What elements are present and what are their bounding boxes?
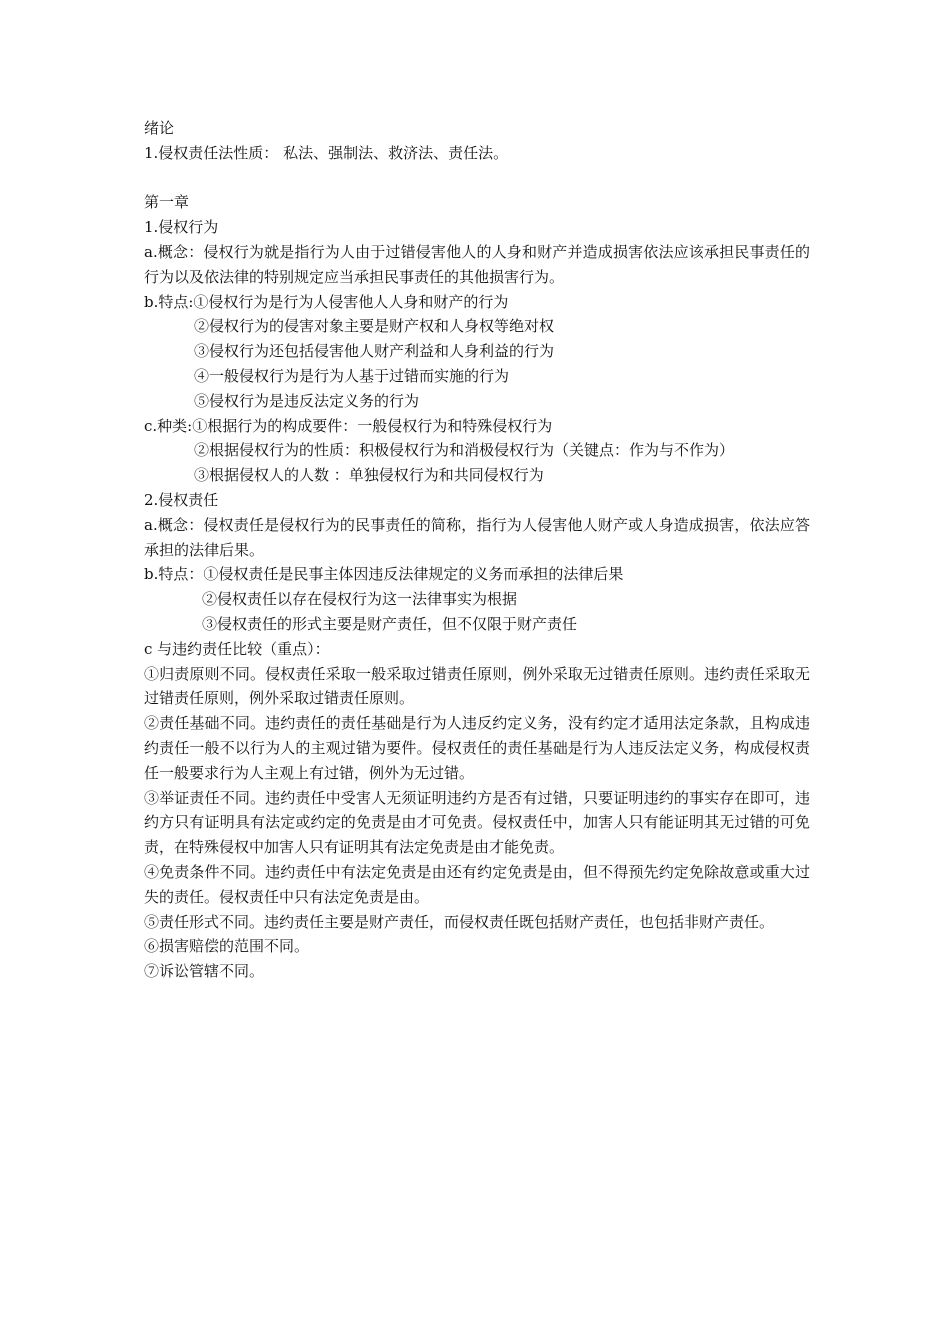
chapter-heading: 第一章 <box>144 193 190 212</box>
tort-act-feature: ②侵权行为的侵害对象主要是财产权和人身权等绝对权 <box>194 317 555 336</box>
comparison-item: ⑦诉讼管辖不同。 <box>144 962 265 981</box>
tort-liability-feature: ②侵权责任以存在侵权行为这一法律事实为根据 <box>202 590 518 609</box>
tort-act-feature: ③侵权行为还包括侵害他人财产利益和人身利益的行为 <box>194 342 555 361</box>
section-title-tort-liability: 2.侵权责任 <box>144 490 219 509</box>
tort-act-type: ②根据侵权行为的性质：积极侵权行为和消极侵权行为（关键点：作为与不作为） <box>194 441 735 460</box>
comparison-item: ⑥损害赔偿的范围不同。 <box>144 937 310 956</box>
tort-liability-concept: a.概念：侵权责任是侵权行为的民事责任的简称，指行为人侵害他人财产或人身造成损害，依法应答承担的法律后果。 <box>144 515 810 559</box>
tort-act-feature: ⑤侵权行为是违反法定义务的行为 <box>194 391 420 410</box>
document-body <box>144 116 810 984</box>
comparison-item: ④免责条件不同。违约责任中有法定免责是由还有约定免责是由，但不得预先约定免除故意或重大过失的责任。侵权责任中只有法定免责是由。 <box>144 862 810 906</box>
tort-liability-feature: b.特点：①侵权责任是民事主体因违反法律规定的义务而承担的法律后果 <box>144 565 624 584</box>
comparison-item: ⑤责任形式不同。违约责任主要是财产责任，而侵权责任既包括财产责任，也包括非财产责任。 <box>144 912 775 931</box>
comparison-heading: c 与违约责任比较（重点）： <box>144 639 330 658</box>
comparison-item: ①归责原则不同。侵权责任采取一般采取过错责任原则，例外采取无过错责任原则。违约责任采取无过错责任原则，例外采取过错责任原则。 <box>144 664 810 708</box>
section-title-tort-act: 1.侵权行为 <box>144 218 219 237</box>
intro-item: 1.侵权责任法性质： 私法、强制法、救济法、责任法。 <box>144 143 509 162</box>
blank-line <box>144 166 810 191</box>
intro-heading: 绪论 <box>144 119 175 137</box>
comparison-item: ②责任基础不同。违约责任的责任基础是行为人违反约定义务，没有约定才适用法定条款，且构成违约责任一般不以行为人的主观过错为要件。侵权责任的责任基础是行为人违反法定义务，构成侵权责任一般要求行为人主观上有过错，例外为无过错。 <box>144 714 810 782</box>
tort-act-type: ③根据侵权人的人数 ：单独侵权行为和共同侵权行为 <box>194 466 544 485</box>
tort-act-feature: b.特点:①侵权行为是行为人侵害他人人身和财产的行为 <box>144 292 509 311</box>
tort-act-feature: ④一般侵权行为是行为人基于过错而实施的行为 <box>194 366 510 385</box>
tort-liability-feature: ③侵权责任的形式主要是财产责任，但不仅限于财产责任 <box>202 614 578 633</box>
tort-act-type: c.种类:①根据行为的构成要件：一般侵权行为和特殊侵权行为 <box>144 416 553 435</box>
tort-act-concept: a.概念：侵权行为就是指行为人由于过错侵害他人的人身和财产并造成损害依法应该承担民事责任的行为以及依法律的特别规定应当承担民事责任的其他损害行为。 <box>144 242 810 286</box>
comparison-item: ③举证责任不同。违约责任中受害人无须证明违约方是否有过错，只要证明违约的事实存在即可，违约方只有证明具有法定或约定的免责是由才可免责。侵权责任中，加害人只有能证明其无过错的可免责，在特殊侵权中加害人只有证明其有法定免责是由才能免责。 <box>144 788 810 857</box>
